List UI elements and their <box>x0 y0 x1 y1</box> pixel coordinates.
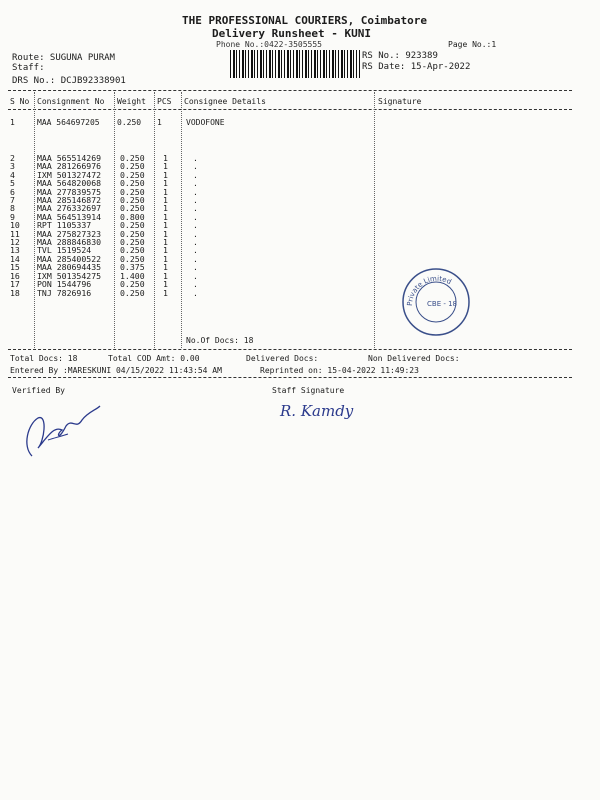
row-weight: 0.250 <box>120 228 145 239</box>
row-consignee: . <box>193 279 198 290</box>
row-weight: 0.800 <box>120 211 145 222</box>
row-sno: 3 <box>10 161 15 172</box>
row-pcs: 1 <box>163 253 168 264</box>
table-row <box>10 289 233 297</box>
row-sno: 17 <box>10 279 20 290</box>
no-of-docs: No.Of Docs: 18 <box>186 336 254 345</box>
row-weight: 0.250 <box>120 253 145 264</box>
row-weight: 0.250 <box>120 153 145 163</box>
row-weight: 0.375 <box>120 262 145 273</box>
row-weight: 0.250 <box>120 161 145 172</box>
row-sno: 11 <box>10 228 20 239</box>
non-delivered-docs: Non Delivered Docs: <box>368 354 460 363</box>
header-top-rule <box>8 90 572 91</box>
row-consignment: MAA 275827323 <box>37 228 102 239</box>
row-1-consignee: VODOFONE <box>186 118 225 127</box>
row-pcs: 1 <box>163 153 168 163</box>
row-consignee: . <box>193 228 198 239</box>
row-consignment: IXM 501327472 <box>37 169 102 180</box>
row-consignee: . <box>193 262 198 273</box>
row-sno: 5 <box>10 178 15 189</box>
col-header-pcs: PCS <box>157 97 172 106</box>
row-consignment: MAA 285146872 <box>37 195 102 206</box>
row-1-pcs: 1 <box>157 118 162 127</box>
row-pcs: 1 <box>163 169 168 180</box>
row-consignment: MAA 277839575 <box>37 186 102 197</box>
company-stamp <box>400 266 472 338</box>
row-pcs: 1 <box>163 279 168 290</box>
staff-label: Staff: <box>12 63 45 73</box>
phone-number: Phone No.:0422-3505555 <box>216 40 322 49</box>
staff-signature-label: Staff Signature <box>272 386 345 395</box>
row-1-sno: 1 <box>10 118 15 127</box>
sheet-title: Delivery Runsheet - KUNI <box>212 27 371 40</box>
row-sno: 16 <box>10 270 20 281</box>
entered-by: Entered By :MARESKUNI 04/15/2022 11:43:54 AM <box>10 366 222 375</box>
row-pcs: 1 <box>163 245 168 256</box>
row-pcs: 1 <box>163 270 168 281</box>
row-consignment: MAA 288846830 <box>37 237 102 248</box>
row-1-consignment: MAA 564697205 <box>37 118 100 127</box>
col-header-weight: Weight <box>117 97 146 106</box>
row-consignee: . <box>193 220 198 231</box>
col-header-signature: Signature <box>378 97 422 106</box>
row-pcs: 1 <box>163 287 168 298</box>
row-consignee: . <box>193 245 198 256</box>
row-sno: 18 <box>10 287 20 298</box>
stamp-text: Private Limited <box>405 274 453 307</box>
row-consignment: PON 1544796 <box>37 279 92 290</box>
verified-by-label: Verified By <box>12 386 65 395</box>
row-sno: 15 <box>10 262 20 273</box>
col-header-consignee: Consignee Details <box>184 97 266 106</box>
row-consignee: . <box>193 153 198 163</box>
row-sno: 13 <box>10 245 20 256</box>
page-number: Page No.:1 <box>448 40 497 49</box>
row-weight: 1.400 <box>120 270 145 281</box>
row-consignee: . <box>193 253 198 264</box>
row-sno: 8 <box>10 203 15 214</box>
row-weight: 0.250 <box>120 186 145 197</box>
row-sno: 6 <box>10 186 15 197</box>
col-header-sno: S No <box>10 97 30 106</box>
row-weight: 0.250 <box>120 169 145 180</box>
column-divider <box>374 92 375 348</box>
row-sno: 7 <box>10 195 15 206</box>
row-consignment: IXM 501354275 <box>37 270 102 281</box>
row-consignment: MAA 281266976 <box>37 161 102 172</box>
col-header-consignment: Consignment No <box>37 97 105 106</box>
reprinted-on: Reprinted on: 15-04-2022 11:49:23 <box>260 366 419 375</box>
consignment-table <box>10 154 233 297</box>
row-sno: 12 <box>10 237 20 248</box>
row-consignee: . <box>193 211 198 222</box>
row-pcs: 1 <box>163 262 168 273</box>
footer-rule <box>8 377 572 378</box>
route-label: Route: SUGUNA PURAM <box>12 53 115 63</box>
row-consignment: MAA 564820068 <box>37 178 102 189</box>
rs-number: RS No.: 923389 <box>362 51 438 61</box>
row-pcs: 1 <box>163 178 168 189</box>
row-pcs: 1 <box>163 237 168 248</box>
total-docs: Total Docs: 18 <box>10 354 78 363</box>
row-consignment: TNJ 7826916 <box>37 287 92 298</box>
row-consignment: MAA 285400522 <box>37 253 102 264</box>
row-pcs: 1 <box>163 228 168 239</box>
row-consignee: . <box>193 287 198 298</box>
row-consignee: . <box>193 186 198 197</box>
row-weight: 0.250 <box>120 220 145 231</box>
row-consignee: . <box>193 169 198 180</box>
row-consignment: RPT 1105337 <box>37 220 92 231</box>
row-pcs: 1 <box>163 195 168 206</box>
row-consignee: . <box>193 237 198 248</box>
row-sno: 14 <box>10 253 20 264</box>
row-weight: 0.250 <box>120 287 145 298</box>
row-weight: 0.250 <box>120 178 145 189</box>
row-consignment: MAA 276332697 <box>37 203 102 214</box>
total-cod-amount: Total COD Amt: 0.00 <box>108 354 200 363</box>
row-pcs: 1 <box>163 220 168 231</box>
row-sno: 2 <box>10 153 15 163</box>
row-sno: 10 <box>10 220 20 231</box>
company-name: THE PROFESSIONAL COURIERS, Coimbatore <box>182 14 428 27</box>
row-weight: 0.250 <box>120 245 145 256</box>
row-consignee: . <box>193 270 198 281</box>
header-bottom-rule <box>8 109 572 110</box>
row-weight: 0.250 <box>120 237 145 248</box>
row-sno: 4 <box>10 169 15 180</box>
svg-text:CBE - 18: CBE - 18 <box>427 300 457 308</box>
row-consignee: . <box>193 161 198 172</box>
row-consignee: . <box>193 178 198 189</box>
staff-signature: R. Kamdy <box>280 402 354 420</box>
row-weight: 0.250 <box>120 279 145 290</box>
row-consignment: TVL 1519524 <box>37 245 92 256</box>
row-weight: 0.250 <box>120 195 145 206</box>
row-consignee: . <box>193 195 198 206</box>
row-consignee: . <box>193 203 198 214</box>
rs-date: RS Date: 15-Apr-2022 <box>362 62 471 72</box>
row-sno: 9 <box>10 211 15 222</box>
row-pcs: 1 <box>163 161 168 172</box>
barcode <box>230 50 360 78</box>
verified-signature <box>18 396 108 460</box>
row-consignment: MAA 564513914 <box>37 211 102 222</box>
row-consignment: MAA 280694435 <box>37 262 102 273</box>
row-pcs: 1 <box>163 211 168 222</box>
row-pcs: 1 <box>163 186 168 197</box>
drs-number: DRS No.: DCJB92338901 <box>12 76 126 86</box>
row-pcs: 1 <box>163 203 168 214</box>
delivered-docs: Delivered Docs: <box>246 354 319 363</box>
table-bottom-rule <box>8 349 572 350</box>
row-weight: 0.250 <box>120 203 145 214</box>
row-consignment: MAA 565514269 <box>37 153 102 163</box>
row-1-weight: 0.250 <box>117 118 142 127</box>
